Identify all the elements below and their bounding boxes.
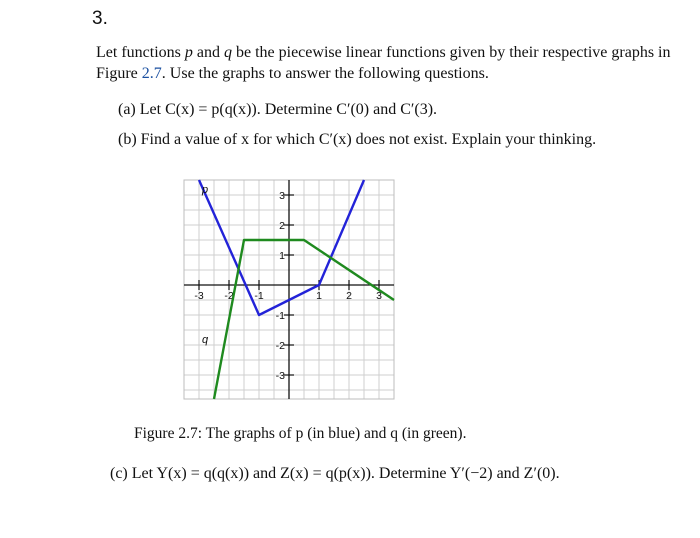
x-tick-label: 1 bbox=[316, 290, 322, 302]
intro-p-var: p bbox=[184, 44, 193, 61]
y-tick-label: 2 bbox=[279, 220, 285, 232]
x-tick-label: 2 bbox=[346, 290, 352, 302]
y-tick-label: -3 bbox=[275, 370, 285, 382]
question-b: (b) Find a value of x for which C′(x) does not exist. Explain your thinking. bbox=[118, 131, 597, 148]
y-tick-label: -1 bbox=[275, 310, 285, 322]
intro-text-2: and bbox=[192, 44, 224, 61]
x-tick-label: 3 bbox=[376, 290, 382, 302]
y-tick-label: -2 bbox=[275, 340, 285, 352]
intro-text-1: Let functions bbox=[96, 44, 185, 61]
intro-text-3: be the piecewise linear functions given by their respective graphs in Figure bbox=[96, 44, 671, 82]
x-tick-label: -1 bbox=[254, 290, 264, 302]
figure-ref-link[interactable]: 2.7 bbox=[141, 65, 162, 82]
intro-q-var: q bbox=[223, 44, 232, 61]
question-a: (a) Let C(x) = p(q(x)). Determine C′(0) and C′(3). bbox=[118, 101, 438, 118]
curve-label-p: p bbox=[201, 184, 209, 196]
curve-label-q: q bbox=[201, 334, 209, 346]
y-tick-label: 3 bbox=[279, 190, 285, 202]
problem-number: 3. bbox=[92, 8, 108, 29]
y-tick-label: 1 bbox=[279, 250, 285, 262]
figure-caption: Figure 2.7: The graphs of p (in blue) and q (in green). bbox=[134, 425, 467, 442]
question-c: (c) Let Y(x) = q(q(x)) and Z(x) = q(p(x)). Determine Y′(−2) and Z′(0). bbox=[110, 465, 560, 482]
intro-text-4: . Use the graphs to answer the following questions. bbox=[161, 65, 489, 82]
x-tick-label: -2 bbox=[224, 290, 234, 302]
x-tick-label: -3 bbox=[194, 290, 204, 302]
